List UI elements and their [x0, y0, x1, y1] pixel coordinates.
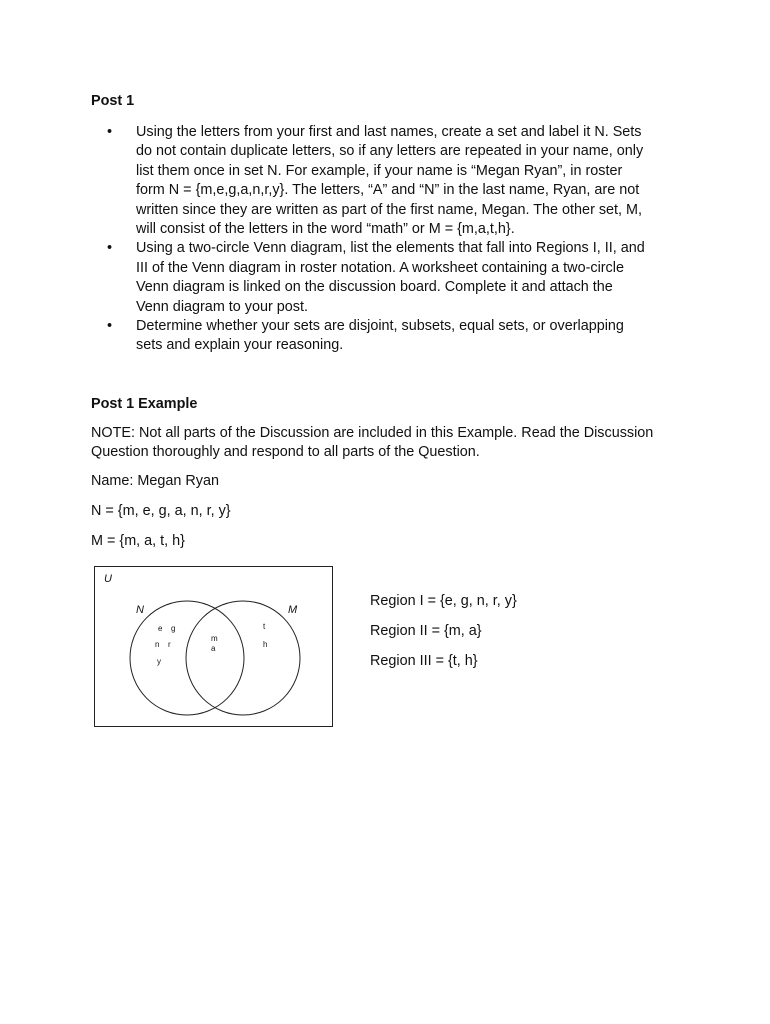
bullet-item-1 [107, 123, 687, 239]
element-y: y [157, 657, 161, 666]
bullet-item-3 [107, 317, 687, 356]
element-h: h [263, 640, 268, 649]
element-n: n [155, 640, 160, 649]
bullet-1-line-1: Using the letters from your first and last names, create a set and label it N. Sets [136, 124, 642, 140]
bullet-2-line-1: Using a two-circle Venn diagram, list the elements that fall into Regions I, II, and [136, 240, 645, 257]
bullet-3-line-1: Determine whether your sets are disjoint, subsets, equal sets, or overlapping [136, 318, 624, 335]
universe-label: U [104, 573, 112, 585]
example-heading: Post 1 Example [91, 396, 198, 412]
bullet-dot: • [107, 318, 113, 335]
set-m-label: M [288, 604, 298, 616]
region-3-line: Region III = {t, h} [370, 653, 478, 669]
bullet-3-line-2: sets and explain your reasoning. [136, 337, 344, 354]
bullet-1-line-2: do not contain duplicate letters, so if any letters are repeated in your name, only [136, 143, 644, 160]
bullet-2-line-4: Venn diagram to your post. [136, 298, 308, 315]
bullet-2-line-2: III of the Venn diagram in roster notation. A worksheet containing a two-circle [136, 259, 624, 276]
set-n-label: N [136, 604, 144, 616]
element-m: m [211, 634, 218, 643]
set-m-line: M = {m, a, t, h} [91, 533, 185, 549]
bullet-item-2 [107, 239, 687, 317]
region-1-line: Region I = {e, g, n, r, y} [370, 593, 517, 609]
set-n-circle [130, 601, 244, 715]
bullet-1-line-5: written since they are written as part of the first name, Megan. The other set, M, [136, 201, 643, 218]
bullet-2-line-3: Venn diagram is linked on the discussion board. Complete it and attach the [136, 279, 613, 296]
bullet-1-line-3: list them once in set N. For example, if your name is “Megan Ryan”, in roster [136, 162, 623, 179]
name-line: Name: Megan Ryan [91, 473, 219, 489]
bullet-dot: • [107, 240, 113, 257]
post1-bullet-list [107, 123, 687, 356]
set-n-line: N = {m, e, g, a, n, r, y} [91, 503, 231, 519]
bullet-1-line-6: will consist of the letters in the word “math” or M = {m,a,t,h}. [136, 221, 515, 238]
region-2-line: Region II = {m, a} [370, 623, 482, 639]
element-a: a [211, 644, 216, 653]
post1-heading: Post 1 [91, 93, 135, 109]
element-r: r [168, 640, 171, 649]
venn-svg [95, 567, 332, 726]
venn-diagram [94, 566, 333, 727]
note-line-2: Question thoroughly and respond to all parts of the Question. [91, 444, 480, 460]
bullet-1-line-4: form N = {m,e,g,a,n,r,y}. The letters, “A” and “N” in the last name, Ryan, are not [136, 182, 640, 199]
note-line-1: NOTE: Not all parts of the Discussion are included in this Example. Read the Discussion [91, 425, 654, 441]
element-e: e [158, 624, 163, 633]
set-m-circle [186, 601, 300, 715]
element-t: t [263, 622, 266, 631]
element-g: g [171, 624, 176, 633]
bullet-dot: • [107, 124, 113, 140]
